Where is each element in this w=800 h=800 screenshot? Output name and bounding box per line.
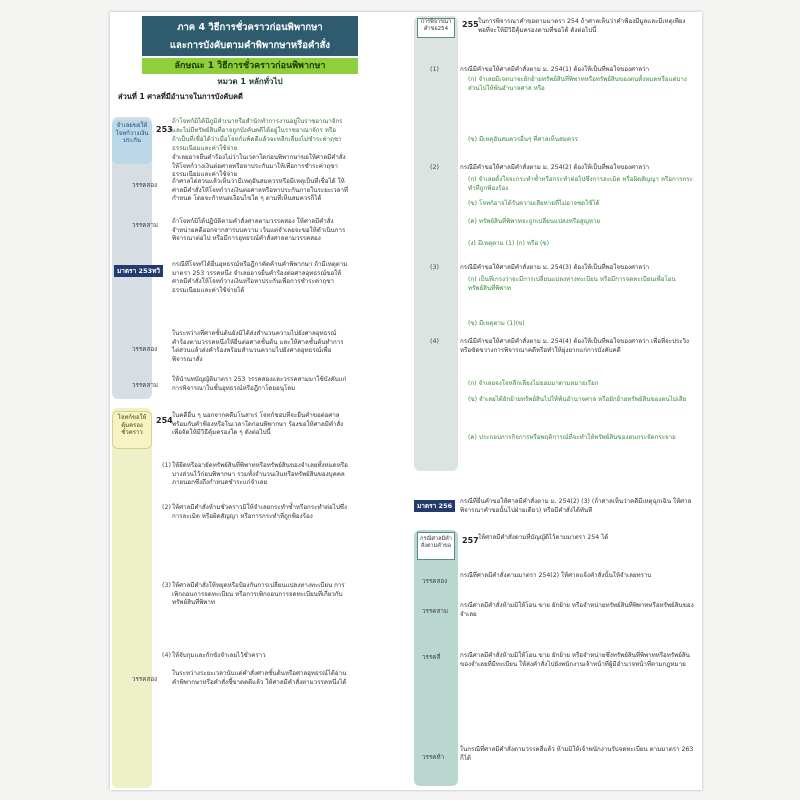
label-vak3-253bis: วรรคสาม: [132, 382, 159, 389]
p255-1b: (ข) มีเหตุอันสมควรอื่นๆ ที่ศาลเห็นสมควร: [468, 136, 578, 143]
item-254-4: (4): [162, 652, 171, 659]
p253bis: กรณีที่โจทก์ได้ยื่นอุทธรณ์หรือฎีกาคัดค้านคำพิพากษา ถ้ามีเหตุตามมาตรา 253 วรรคหนึ่ง จำเลยอาจยื่นคำร้องต่อศาลอุทธรณ์ขอให้ศาลมีคำสั่งให้โจทก์วางเงินหรือหาประกันเพื่อการชำระค่าฤชาธรรมเนียมและค่าใช้จ่ายได้: [172, 261, 348, 294]
item-255-1: (1): [430, 66, 439, 73]
part-subtitle: ส่วนที่ 1 ศาลที่มีอำนาจในการบังคับคดี: [118, 92, 243, 101]
p255-1: กรณีมีคำขอให้ศาลมีคำสั่งตาม ม. 254(1) ต้องให้เป็นที่พอใจของศาลว่า: [460, 66, 650, 73]
right-pill-255: [414, 16, 458, 471]
label-vak2-254: วรรคสอง: [132, 676, 158, 683]
label-vak3-253: วรรคสาม: [132, 222, 159, 229]
p254-2: ให้ศาลมีคำสั่งห้ามชั่วคราวมิให้จำเลยกระทำซ้ำหรือกระทำต่อไปซึ่งการละเมิด หรือผิดสัญญา หรือการกระทำที่ถูกฟ้องร้อง: [172, 504, 347, 520]
p257-v2: กรณีที่ศาลมีคำสั่งตามมาตรา 254(2) ให้ศาลแจ้งคำสั่งนั้นให้จำเลยทราบ: [460, 572, 652, 579]
label-vak4-257: วรรคสี่: [422, 654, 441, 661]
side-label-254: โจทก์ขอให้คุ้มครองชั่วคราว: [112, 411, 152, 449]
p255-2: กรณีมีคำขอให้ศาลมีคำสั่งตาม ม. 254(2) ต้องให้เป็นที่พอใจของศาลว่า: [460, 164, 650, 171]
p257-v3: กรณีศาลมีคำสั่งห้ามมิให้โอน ขาย ยักย้าย หรือจำหน่ายทรัพย์สินที่พิพาทหรือทรัพย์สินของจำเลย: [460, 602, 694, 618]
p255-2d: (ง) มีเหตุตาม (1) (ก) หรือ (ข): [468, 240, 550, 247]
p254-v2: ในระหว่างระยะเวลานับแต่คำสั่งศาลชั้นต้นหรือศาลอุทธรณ์ได้อ่านคำพิพากษาหรือคำสั่งชี้ขาดคดีแล้ว ให้ศาลมีคำสั่งตามวรรคหนึ่งได้: [172, 670, 347, 686]
p254-1: ให้ยึดหรืออายัดทรัพย์สินที่พิพาทหรือทรัพย์สินของจำเลยทั้งหมดหรือบางส่วนไว้ก่อนพิพากษา รวมทั้งจำนวนเงินหรือทรัพย์สินของบุคคลภายนอกซึ่งถึงกำหนดชำระแก่จำเลย: [172, 462, 348, 486]
p255-2b: (ข) โจทก์อาจได้รับความเสียหายที่ไม่อาจชดใช้ได้: [468, 200, 600, 207]
item-254-2: (2): [162, 504, 171, 511]
item-255-4: (4): [430, 338, 439, 345]
part-title-line2: และการบังคับตามคำพิพากษาหรือคำสั่ง: [169, 40, 331, 51]
chapter-title: หมวด 1 หลักทั่วไป: [217, 77, 283, 86]
item-255-2: (2): [430, 164, 439, 171]
p255-4a: (ก) จำเลยจงใจหลีกเลี่ยงไม่ยอมมาตามหมายเรียก: [468, 380, 599, 387]
p255-3b: (ข) มีเหตุตาม (1)(ข): [468, 320, 525, 327]
box-label-255: การพิจารณาคำขอ254: [417, 18, 455, 38]
p255-4b: (ข) จำเลยได้ยักย้ายทรัพย์สินไปให้พ้นอำนาจศาล หรือยักย้ายทรัพย์สินของตนไปเสีย: [468, 396, 687, 403]
p254-3: ให้ศาลมีคำสั่งให้หยุดหรือป้องกันการเปลี่ยนแปลงทางทะเบียน การเพิกถอนการจดทะเบียน หรือการเพิกถอนการจดทะเบียนที่เกี่ยวกับทรัพย์สินที่พิพาท: [172, 582, 345, 606]
p257-v5: ในกรณีที่ศาลมีคำสั่งตามวรรคสี่แล้ว ห้ามมิให้เจ้าพนักงานรับจดทะเบียน ตามมาตรา 263 ก็ได้: [460, 746, 694, 762]
section-255: 255: [462, 20, 479, 29]
p256: กรณีที่ยื่นคำขอให้ศาลมีคำสั่งตาม ม. 254(2) (3) (ถ้าศาลเห็นว่าคดีมีเหตุฉุกเฉิน ให้ศาลพิจารณาคำขอนั้นไปฝ่ายเดียว) หรือมีคำสั่งได้ทันที: [460, 498, 692, 514]
p253bis-v2: ในระหว่างที่ศาลชั้นต้นยังมิได้ส่งสำนวนความไปยังศาลอุทธรณ์ คำร้องตามวรรคหนึ่งให้ยื่นต่อศาลชั้นต้น และให้ศาลชั้นต้นทำการไต่สวนแล้วส่งคำร้องพร้อมสำนวนความไปยังศาลอุทธรณ์เพื่อพิจารณาสั่ง: [172, 330, 344, 363]
p255-3: กรณีมีคำขอให้ศาลมีคำสั่งตาม ม. 254(3) ต้องให้เป็นที่พอใจของศาลว่า: [460, 264, 650, 271]
p255-3a: (ก) เป็นที่เกรงว่าจะมีการเปลี่ยนแปลงทางทะเบียน หรือมีการจดทะเบียนเพื่อโอนทรัพย์สินที่พิพาท: [468, 276, 676, 292]
item-254-3: (3): [162, 582, 171, 589]
part-title-box: [142, 16, 358, 56]
side-pill-254: [112, 408, 152, 788]
label-vak5-257: วรรคห้า: [422, 754, 445, 761]
document-page: [110, 12, 702, 790]
box-label-257: กรณีศาลมีคำสั่งตามคำขอ: [417, 532, 455, 560]
item-254-1: (1): [162, 462, 171, 469]
section-257: 257: [462, 536, 479, 545]
p253-3: จำเลยอาจยื่นคำร้องไม่ว่าในเวลาใดก่อนพิพากษาขอให้ศาลมีคำสั่งให้โจทก์วางเงินต่อศาลหรือหาประกันมาให้เพื่อการชำระค่าฤชาธรรมเนียมและค่าใช้จ่าย: [172, 154, 346, 178]
section-253bis: มาตรา 253ทวิ: [114, 265, 163, 277]
p253-v2: ถ้าศาลไต่สวนแล้วเห็นว่ามีเหตุอันสมควรหรือมีเหตุเป็นที่เชื่อได้ ให้ศาลมีคำสั่งให้โจทก์วางเงินต่อศาลหรือหาประกันภายในระยะเวลาที่กำหนด โดยจะกำหนดเงื่อนไขใด ๆ ตามที่เห็นสมควรก็ได้: [172, 178, 349, 202]
p254-intro: ในคดีอื่น ๆ นอกจากคดีมโนสาเร่ โจทก์ชอบที่จะยื่นคำขอต่อศาลพร้อมกับคำฟ้องหรือในเวลาใดก่อนพิพากษา ร้องขอให้ศาลมีคำสั่งเพื่อจัดให้มีวิธีคุ้มครองใด ๆ ดังต่อไปนี้: [172, 412, 344, 436]
p253bis-v3: ให้นำบทบัญญัติมาตรา 253 วรรคสองและวรรคสามมาใช้บังคับแก่การพิจารณาในชั้นอุทธรณ์หรือฎีกาโดยอนุโลม: [172, 376, 347, 392]
p255-1a: (ก) จำเลยมีเจตนาจะยักย้ายทรัพย์สินที่พิพาทหรือทรัพย์สินของตนทั้งหมดหรือแต่บางส่วนไปให้พ้นอำนาจศาล หรือ: [468, 76, 687, 92]
p255-intro: ในการพิจารณาคำขอตามมาตรา 254 ถ้าศาลเห็นว่าคำฟ้องมีมูลและมีเหตุเพียงพอที่จะให้มีวิธีคุ้มครองตามที่ขอได้ ดังต่อไปนี้: [478, 18, 686, 34]
label-vak2-257: วรรคสอง: [422, 578, 448, 585]
p254-4: ให้จับกุมและกักขังจำเลยไว้ชั่วคราว: [172, 652, 266, 659]
p253-v3: ถ้าโจทก์มิได้ปฏิบัติตามคำสั่งศาลตามวรรคสอง ให้ศาลมีคำสั่งจำหน่ายคดีออกจากสารบบความ เว้นแต่จำเลยจะขอให้ดำเนินการพิจารณาต่อไป หรือมีการอุทธรณ์คำสั่งศาลตามวรรคสอง: [172, 218, 346, 242]
label-vak3-257: วรรคสาม: [422, 608, 449, 615]
item-255-3: (3): [430, 264, 439, 271]
section-256: มาตรา 256: [414, 500, 455, 512]
lakshana-title: ลักษณะ 1 วิธีการชั่วคราวก่อนพิพากษา: [142, 58, 358, 74]
section-253: 253: [156, 125, 173, 134]
p255-2a: (ก) จำเลยตั้งใจจะกระทำซ้ำหรือกระทำต่อไปซึ่งการละเมิด หรือผิดสัญญา หรือการกระทำที่ถูกฟ้องร้อง: [468, 176, 693, 192]
label-vak2-253: วรรคสอง: [132, 182, 158, 189]
label-vak2-253bis: วรรคสอง: [132, 346, 158, 353]
section-254: 254: [156, 416, 173, 425]
p255-4: กรณีมีคำขอให้ศาลมีคำสั่งตาม ม. 254(4) ต้องให้เป็นที่พอใจของศาลว่า เพื่อที่จะประวิงหรือขัดขวางการพิจารณาคดีหรือทำให้ยุ่งยากแก่การบังคับคดี: [460, 338, 690, 354]
side-label-253: จำเลยขอให้โจทก์วางเงินประกัน: [112, 120, 152, 164]
p257-1: ให้ศาลมีคำสั่งตามที่บัญญัติไว้ตามมาตรา 254 ได้: [478, 534, 609, 541]
p253-1: ถ้าโจทก์มิได้มีภูมิลำเนาหรือสำนักทำการงานอยู่ในราชอาณาจักรและไม่มีทรัพย์สินที่อาจถูกบังคับคดีได้อยู่ในราชอาณาจักร หรือ: [172, 118, 343, 134]
p255-4c: (ค) ประกอบการกิจการหรือพฤติการณ์ที่จะทำให้ทรัพย์สินของตนกระจัดกระจาย: [468, 434, 676, 441]
p257-v4: กรณีศาลมีคำสั่งห้ามมิให้โอน ขาย ยักย้าย หรือจำหน่ายซึ่งทรัพย์สินที่พิพาทหรือทรัพย์สินของจำเลยที่มีทะเบียน ให้ส่งคำสั่งไปยังพนักงานเจ้าหน้าที่ผู้มีอำนาจหน้าที่ตามกฎหมาย: [460, 652, 690, 668]
p253-2: ถ้าเป็นที่เชื่อได้ว่าเมื่อโจทก์แพ้คดีแล้วจะหลีกเลี่ยงไม่ชำระค่าฤชาธรรมเนียมและค่าใช้จ่าย: [172, 136, 342, 152]
p255-2c: (ค) ทรัพย์สินที่พิพาทจะถูกเปลี่ยนแปลงหรือสูญหาย: [468, 218, 601, 225]
part-title-line1: ภาค 4 วิธีการชั่วคราวก่อนพิพากษา: [177, 22, 323, 33]
